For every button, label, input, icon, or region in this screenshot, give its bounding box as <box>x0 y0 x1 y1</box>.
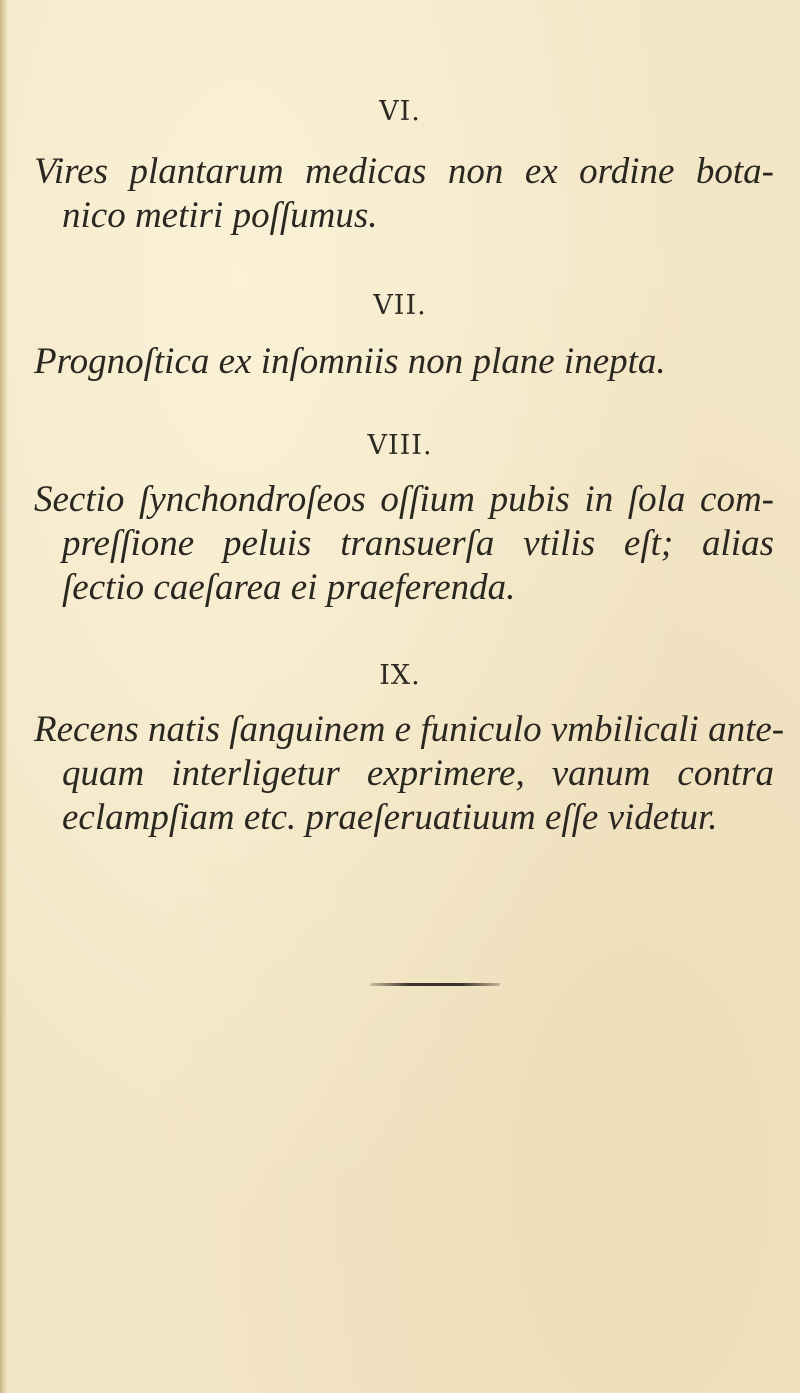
thesis-number-8: VIII. <box>367 430 433 461</box>
thesis-9-line-1: Recens natis ſanguinem e funiculo vmbilicali ante- <box>34 709 785 750</box>
thesis-9-line-2: quam interligetur exprimere, vanum contra <box>62 753 774 794</box>
thesis-number-7: VII. <box>373 290 427 321</box>
thesis-7-text <box>34 340 774 384</box>
thesis-6-line-2: nico metiri poſſumus. <box>62 195 378 236</box>
thesis-8-line-3: ſectio caeſarea ei praeferenda. <box>62 567 516 608</box>
thesis-9-text <box>34 708 785 840</box>
thesis-number-6: VI. <box>379 96 421 127</box>
thesis-8-line-2: preſſione peluis transuerſa vtilis eſt; alias <box>62 523 774 564</box>
thesis-9-line-3: eclampſiam etc. praeſeruatiuum eſſe videtur. <box>62 797 718 838</box>
closing-rule <box>370 983 500 986</box>
thesis-7-line-1: Prognoſtica ex inſomniis non plane inepta. <box>34 341 666 382</box>
thesis-8-line-1: Sectio ſynchondroſeos oſſium pubis in ſola com- <box>34 479 774 520</box>
thesis-number-9: IX. <box>379 660 421 691</box>
thesis-6-line-1: Vires plantarum medicas non ex ordine bota- <box>34 151 774 192</box>
page-edge <box>0 0 8 1393</box>
thesis-6-text <box>34 150 774 238</box>
thesis-8-text <box>34 478 774 610</box>
